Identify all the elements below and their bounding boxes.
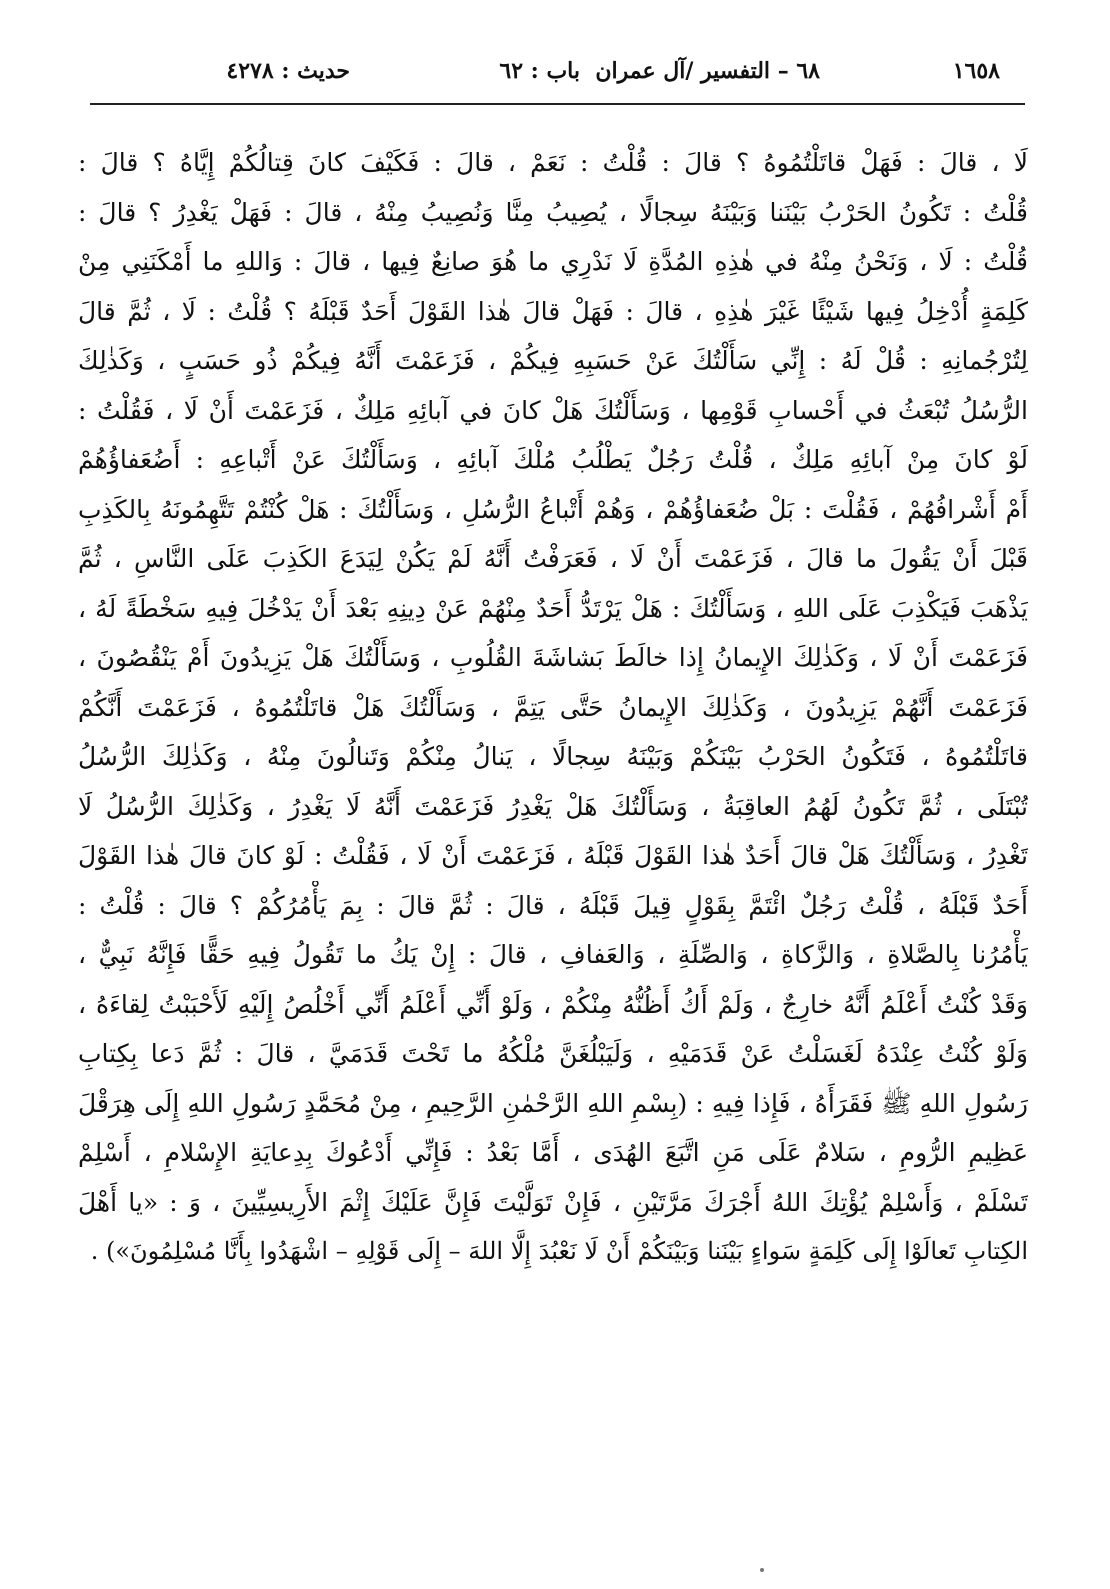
text-line: تَسْلَمْ ، وَأَسْلِمْ يُؤْتِكَ اللهُ أَجْرَكَ مَرَّتَيْنِ ، فَإِنْ تَوَلَّيْتَ فَإِنَّ عَلَيْكَ إِثْمَ الأَرِيسِيِّينَ ، وَ : «يا أَهْلَ bbox=[78, 1187, 1028, 1217]
text-line: لَا ، قالَ : فَهَلْ قاتَلْتُمُوهُ ؟ قالَ : قُلْتُ : نَعَمْ ، قالَ : فَكَيْفَ كانَ قِتالُكُمْ إِيَّاهُ ؟ قالَ : bbox=[78, 148, 1028, 177]
hadith-text bbox=[78, 138, 1028, 1277]
text-line: عَظِيمِ الرُّومِ ، سَلامٌ عَلَى مَنِ اتَّبَعَ الهُدَى ، أَمَّا بَعْدُ : فَإِنِّي أَدْعُوكَ بِدِعايَةِ الإِسْلامِ ، أَسْلِمْ bbox=[78, 1138, 1028, 1167]
text-line: لَوْ كانَ مِنْ آبائِهِ مَلِكٌ ، قُلْتُ رَجُلٌ يَطْلُبُ مُلْكَ آبائِهِ ، وَسَأَلْتُكَ عَنْ أَتْباعِهِ : أَضُعَفاؤُهُمْ bbox=[78, 445, 1028, 474]
text-line: أَمْ أَشْرافُهُمْ ، فَقُلْتَ : بَلْ ضُعَفاؤُهُمْ ، وَهُمْ أَتْباعُ الرُّسُلِ ، وَسَأَلْتُكَ : هَلْ كُنْتُمْ تَتَّهِمُونَهُ بِالكَذِبِ bbox=[78, 494, 1028, 524]
page-header bbox=[0, 58, 1110, 98]
chapter-title: ٦٨ – التفسير /آل عمران bbox=[595, 58, 820, 84]
text-line: وَقَدْ كُنْتُ أَعْلَمُ أَنَّهُ خارِجٌ ، وَلَمْ أَكُ أَظُنُّهُ مِنْكُمْ ، وَلَوْ أَنِّي أَعْلَمُ أَنِّي أَخْلُصُ إِلَيْهِ لَأَحْبَبْتُ لِقاءَهُ ، bbox=[78, 989, 1028, 1019]
header-rule bbox=[90, 103, 1025, 105]
text-line: تَغْدِرُ ، وَسَأَلْتُكَ هَلْ قالَ أَحَدٌ هٰذا القَوْلَ قَبْلَهُ ، فَزَعَمْتَ أَنْ لَا ، فَقُلْتُ : لَوْ كانَ قالَ هٰذا القَوْلَ bbox=[78, 841, 1028, 870]
text-line: فَزَعَمْتَ أَنَّهُمْ يَزِيدُونَ ، وَكَذٰلِكَ الإِيمانُ حَتَّى يَتِمَّ ، وَسَأَلْتُكَ هَلْ قاتَلْتُمُوهُ ، فَزَعَمْتَ أَنَّكُمْ bbox=[78, 692, 1028, 722]
text-line: قاتَلْتُمُوهُ ، فَتَكُونُ الحَرْبُ بَيْنَكُمْ وَبَيْنَهُ سِجالًا ، يَنالُ مِنْكُمْ وَتَنالُونَ مِنْهُ ، وَكَذٰلِكَ الرُّسُلُ bbox=[78, 742, 1028, 771]
text-line: رَسُولِ اللهِ ﷺ فَقَرَأَهُ ، فَإِذا فِيهِ : (بِسْمِ اللهِ الرَّحْمٰنِ الرَّحِيمِ ، مِنْ مُحَمَّدٍ رَسُولِ اللهِ إِلَى هِرَقْلَ bbox=[78, 1088, 1028, 1118]
text-line: كَلِمَةٍ أُدْخِلُ فِيها شَيْئًا غَيْرَ هٰذِهِ ، قالَ : فَهَلْ قالَ هٰذا القَوْلَ أَحَدٌ قَبْلَهُ ؟ قُلْتُ : لَا ، ثُمَّ قالَ bbox=[78, 296, 1028, 326]
text-line: قُلْتُ : تَكُونُ الحَرْبُ بَيْنَنا وَبَيْنَهُ سِجالًا ، يُصِيبُ مِنَّا وَنُصِيبُ مِنْهُ ، قالَ : فَهَلْ يَغْدِرُ ؟ قالَ : bbox=[78, 197, 1028, 227]
page-speck bbox=[760, 1568, 764, 1572]
text-line: قُلْتُ : لَا ، وَنَحْنُ مِنْهُ في هٰذِهِ المُدَّةِ لَا نَدْرِي ما هُوَ صانِعٌ فِيها ، قالَ : وَاللهِ ما أَمْكَنَنِي مِنْ bbox=[78, 247, 1028, 276]
text-line: تُبْتَلَى ، ثُمَّ تَكُونُ لَهُمُ العاقِبَةُ ، وَسَأَلْتُكَ هَلْ يَغْدِرُ فَزَعَمْتَ أَنَّهُ لَا يَغْدِرُ ، وَكَذٰلِكَ الرُّسُلُ لَا bbox=[78, 791, 1028, 821]
page-number: ١٦٥٨ bbox=[952, 58, 1000, 84]
text-line: الرُّسُلُ تُبْعَثُ في أَحْسابِ قَوْمِها ، وَسَأَلْتُكَ هَلْ كانَ في آبائِهِ مَلِكٌ ، فَزَعَمْتَ أَنْ لَا ، فَقُلْتُ : bbox=[78, 395, 1028, 425]
text-line: وَلَوْ كُنْتُ عِنْدَهُ لَغَسَلْتُ عَنْ قَدَمَيْهِ ، وَلَيَبْلُغَنَّ مُلْكُهُ ما تَحْتَ قَدَمَيَّ ، قالَ : ثُمَّ دَعا بِكِتابِ bbox=[78, 1039, 1028, 1068]
text-line: أَحَدٌ قَبْلَهُ ، قُلْتُ رَجُلٌ ائْتَمَّ بِقَوْلٍ قِيلَ قَبْلَهُ ، قالَ : ثُمَّ قالَ : بِمَ يَأْمُرُكُمْ ؟ قالَ : قُلْتُ : bbox=[78, 890, 1028, 920]
text-line: قَبْلَ أَنْ يَقُولَ ما قالَ ، فَزَعَمْتَ أَنْ لَا ، فَعَرَفْتُ أَنَّهُ لَمْ يَكُنْ لِيَدَعَ الكَذِبَ عَلَى النَّاسِ ، ثُمَّ bbox=[78, 544, 1028, 573]
text-line-final: الكِتابِ تَعالَوْا إِلَى كَلِمَةٍ سَواءٍ بَيْنَنا وَبَيْنَكُمْ أَنْ لَا نَعْبُدَ إِلَّا اللهَ – إِلَى قَوْلِهِ – اشْهَدُوا بِأَنَّا مُسْلِمُونَ») . bbox=[90, 1237, 1028, 1265]
bab-number: باب : ٦٢ bbox=[499, 58, 580, 84]
text-line: يَأْمُرُنا بِالصَّلاةِ ، وَالزَّكاةِ ، وَالصِّلَةِ ، وَالعَفافِ ، قالَ : إِنْ يَكُ ما تَقُولُ فِيهِ حَقًّا فَإِنَّهُ نَبِيٌّ ، bbox=[78, 940, 1028, 969]
hadith-number: حديث : ٤٢٧٨ bbox=[226, 58, 350, 84]
text-line: فَزَعَمْتَ أَنْ لَا ، وَكَذٰلِكَ الإِيمانُ إِذا خالَطَ بَشاشَةَ القُلُوبِ ، وَسَأَلْتُكَ هَلْ يَزِيدُونَ أَمْ يَنْقُصُونَ ، bbox=[78, 643, 1028, 672]
text-line: لِتُرْجُمانِهِ : قُلْ لَهُ : إِنِّي سَأَلْتُكَ عَنْ حَسَبِهِ فِيكُمْ ، فَزَعَمْتَ أَنَّهُ فِيكُمْ ذُو حَسَبٍ ، وَكَذٰلِكَ bbox=[78, 346, 1028, 375]
text-line: يَذْهَبَ فَيَكْذِبَ عَلَى اللهِ ، وَسَأَلْتُكَ : هَلْ يَرْتَدُّ أَحَدٌ مِنْهُمْ عَنْ دِينِهِ بَعْدَ أَنْ يَدْخُلَ فِيهِ سَخْطَةً لَهُ ، bbox=[78, 593, 1028, 623]
